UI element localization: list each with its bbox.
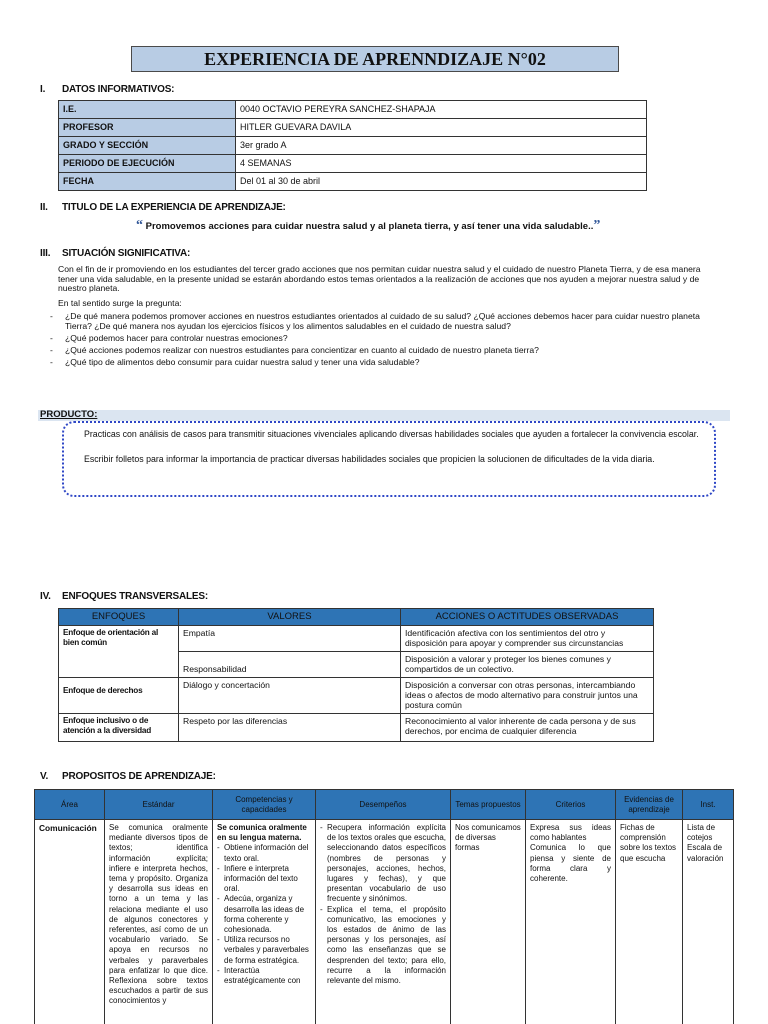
inst-item: Escala de valoración xyxy=(687,843,724,863)
enfoque-cell: Enfoque de orientación al bien común xyxy=(59,626,179,678)
criterios-cell xyxy=(526,820,616,1024)
datos-label: I.E. xyxy=(59,101,236,119)
open-quote: “ xyxy=(136,218,143,233)
column-header: ACCIONES O ACTITUDES OBSERVADAS xyxy=(401,609,654,626)
list-item: - ¿Qué tipo de alimentos debo consumir para cuidar nuestra salud y tener una vida saludable? xyxy=(50,357,420,368)
column-header: Desempeños xyxy=(316,790,451,820)
column-header: Temas propuestos xyxy=(451,790,526,820)
valor-cell: Diálogo y concertación xyxy=(179,677,401,713)
producto-bar xyxy=(38,410,730,421)
table-row xyxy=(59,677,654,713)
table-row xyxy=(59,101,647,119)
column-header: Criterios xyxy=(526,790,616,820)
document-title: EXPERIENCIA DE APRENNDIZAJE N°02 xyxy=(131,46,619,72)
capacidades-list xyxy=(217,843,311,986)
column-header: VALORES xyxy=(179,609,401,626)
competencia-title: Se comunica oralmente en su lengua materna. xyxy=(217,823,307,843)
section-5-heading: V. PROPOSITOS DE APRENDIZAJE: xyxy=(40,771,216,782)
enfoque-cell: Enfoque de derechos xyxy=(59,677,179,713)
valor-cell: Respeto por las diferencias xyxy=(179,713,401,741)
desempenos-cell xyxy=(316,820,451,1024)
close-quote: ” xyxy=(593,218,601,233)
list-item: - Infiere e interpreta información del texto oral. xyxy=(217,864,311,895)
list-item: - Obtiene información del texto oral. xyxy=(217,843,311,863)
list-item: - Adecúa, organiza y desarrolla las ideas de forma coherente y cohesionada. xyxy=(217,894,311,935)
accion-cell: Reconocimiento al valor inherente de cada persona y de sus derechos, por encima de cualquier diferencia xyxy=(401,713,654,741)
column-header: Inst. xyxy=(683,790,734,820)
datos-label: FECHA xyxy=(59,173,236,191)
experiencia-title-text: Promovemos acciones para cuidar nuestra salud y al planeta tierra, y así tener una vida saludable.. xyxy=(145,221,594,232)
column-header: ENFOQUES xyxy=(59,609,179,626)
inst-cell xyxy=(683,820,734,1024)
criterio-item: Comunica lo que piensa y siente de forma clara y coherente. xyxy=(530,843,611,884)
estandar-cell: Se comunica oralmente mediante diversos tipos de textos; identifica información explícita; infiere e interpreta hechos, tema y propósito. Organiza y desarrolla sus ideas en torno a un tema y las relaciona mediante el uso de algunos conectores y referentes, así como de un vocabulario variado. Se apoya en recursos no verbales y paraverbales para enfatizar lo que dice. Reflexiona sobre textos escuchados a partir de sus conocimientos y xyxy=(105,820,213,1024)
experiencia-title xyxy=(136,218,600,234)
valor-cell: Responsabilidad xyxy=(179,651,401,677)
datos-label: PROFESOR xyxy=(59,119,236,137)
datos-value: HITLER GUEVARA DAVILA xyxy=(236,119,647,137)
datos-label: PERIODO DE EJECUCIÓN xyxy=(59,155,236,173)
producto-label: PRODUCTO: xyxy=(40,409,98,420)
evidencias-cell: Fichas de comprensión sobre los textos que escucha xyxy=(616,820,683,1024)
competencias-cell xyxy=(213,820,316,1024)
valor-cell: Empatía xyxy=(179,626,401,652)
list-item: - Explica el tema, el propósito comunicativo, las emociones y los estados de ánimo de las personas y los personajes, así como las enseñanzas que se desprenden del texto; para ello, recurre a la información relevante del mismo. xyxy=(320,905,446,987)
datos-label: GRADO Y SECCIÓN xyxy=(59,137,236,155)
desempenos-list xyxy=(320,823,446,986)
table-row xyxy=(59,119,647,137)
situacion-lead: En tal sentido surge la pregunta: xyxy=(58,298,182,308)
inst-item: Lista de cotejos xyxy=(687,823,716,843)
table-row xyxy=(59,173,647,191)
list-item: - Recupera información explícita de los textos orales que escucha, seleccionando datos específicos (nombres de personas y personajes, acciones, hechos, lugares y fechas), y que presentan vocabulario de uso frecuente y sinónimos. xyxy=(320,823,446,905)
accion-cell: Identificación afectiva con los sentimientos del otro y disposición para apoyar y comprender sus circunstancias xyxy=(401,626,654,652)
datos-value: Del 01 al 30 de abril xyxy=(236,173,647,191)
section-3-heading: III. SITUACIÓN SIGNIFICATIVA: xyxy=(40,248,191,259)
datos-value: 3er grado A xyxy=(236,137,647,155)
criterio-item: Expresa sus ideas como hablantes xyxy=(530,823,611,843)
datos-informativos-table xyxy=(58,100,647,191)
list-item: - ¿Qué acciones podemos realizar con nuestros estudiantes para concientizar en cuanto al cuidado de nuestro planeta tierra? xyxy=(50,344,539,355)
column-header: Evidencias de aprendizaje xyxy=(616,790,683,820)
accion-cell: Disposición a conversar con otras personas, intercambiando ideas o afectos de modo alternativo para construir juntos una postura común xyxy=(401,677,654,713)
section-2-heading: II. TITULO DE LA EXPERIENCIA DE APRENDIZAJE: xyxy=(40,202,286,213)
table-header-row xyxy=(59,609,654,626)
column-header: Área xyxy=(35,790,105,820)
list-item: - ¿Qué podemos hacer para controlar nuestras emociones? xyxy=(50,332,288,343)
accion-cell: Disposición a valorar y proteger los bienes comunes y compartidos de un colectivo. xyxy=(401,651,654,677)
column-header: Competencias y capacidades xyxy=(213,790,316,820)
list-item: - Interactúa estratégicamente con xyxy=(217,966,311,986)
producto-item: Escribir folletos para informar la importancia de practicar diversas habilidades sociales que propicien la solucionen de dificultades de la vida diaria. xyxy=(84,454,655,464)
enfoques-table xyxy=(58,608,654,742)
table-row xyxy=(35,820,734,1024)
section-4-heading: IV. ENFOQUES TRANSVERSALES: xyxy=(40,591,208,602)
producto-item: Practicas con análisis de casos para transmitir situaciones vivenciales aplicando diversas habilidades sociales que ayuden a fortalecer la convivencia escolar. xyxy=(84,429,699,439)
table-row xyxy=(59,713,654,741)
questions-list xyxy=(50,312,710,370)
area-cell: Comunicación xyxy=(35,820,105,1024)
list-item: - ¿De qué manera podemos promover acciones en nuestros estudiantes orientados al cuidado de su salud? ¿Qué acciones debemos hacer para cuidar nuestro planeta Tierra? ¿De qué manera nos ayudan los ejercicios físicos y los alimentos saludables en el cuidado de nuestra salud? xyxy=(50,311,700,331)
table-row xyxy=(59,137,647,155)
propositos-table xyxy=(34,789,734,1024)
column-header: Estándar xyxy=(105,790,213,820)
temas-cell: Nos comunicamos de diversas formas xyxy=(451,820,526,1024)
datos-value: 0040 OCTAVIO PEREYRA SANCHEZ-SHAPAJA xyxy=(236,101,647,119)
list-item: - Utiliza recursos no verbales y paraverbales de forma estratégica. xyxy=(217,935,311,966)
section-1-heading: I. DATOS INFORMATIVOS: xyxy=(40,84,175,95)
datos-value: 4 SEMANAS xyxy=(236,155,647,173)
table-row xyxy=(59,626,654,652)
enfoque-cell: Enfoque inclusivo o de atención a la diversidad xyxy=(59,713,179,741)
table-header-row xyxy=(35,790,734,820)
situacion-intro: Con el fin de ir promoviendo en los estudiantes del tercer grado acciones que nos permitan cuidar nuestra salud y el cuidado de nuestro Planeta Tierra, y de esa manera tener una vida saludable, en la presente unidad se estarán abordando estos temas orientados a la realización de acciones que nos ayuden a mejorar nuestra salud y de nuestro planeta. xyxy=(58,264,701,294)
table-row xyxy=(59,155,647,173)
